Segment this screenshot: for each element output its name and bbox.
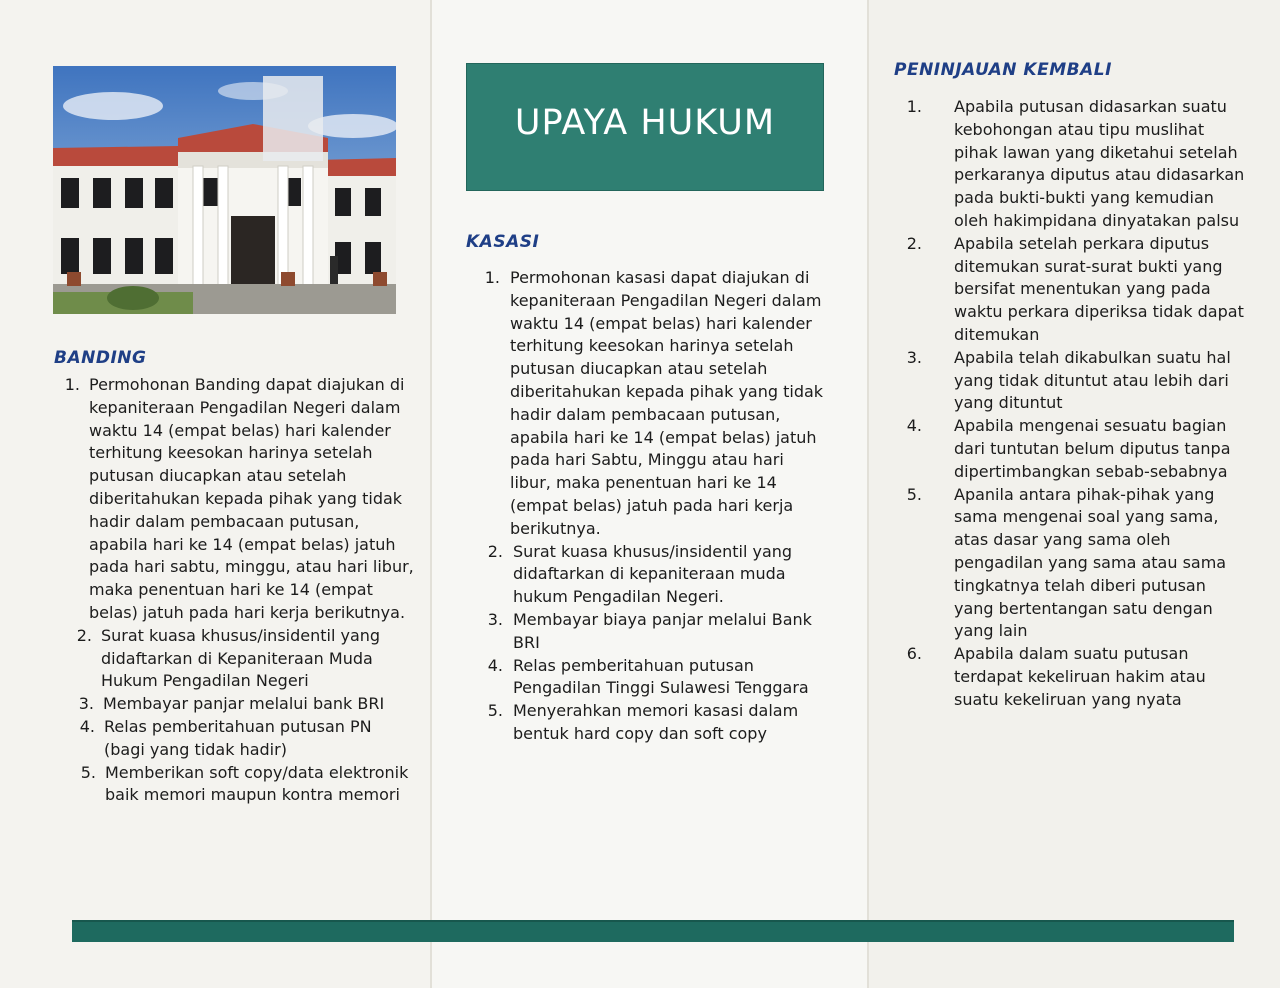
banding-heading: BANDING	[54, 348, 147, 368]
list-item: 4. Relas pemberitahuan putusan Pengadilan Tinggi Sulawesi Tenggara	[487, 655, 809, 698]
kasasi-list	[474, 267, 826, 746]
list-item: 3. Membayar panjar melalui bank BRI	[78, 694, 385, 714]
list-item: 1. Permohonan kasasi dapat diajukan di kepaniteraan Pengadilan Negeri dalam waktu 14 (empat belas) hari kalender terhitung keesokan harinya setelah putusan diucapkan atau setelah diberitahukan kepada pihak yang tidak hadir dalam pembacaan putusan, apabila hari ke 14 (empat belas) jatuh pada hari Sabtu, Minggu atau hari libur, maka penentuan hari ke 14 (empat belas) jatuh pada hari kerja berikutnya.	[484, 268, 824, 538]
list-item: 1. Permohonan Banding dapat diajukan di kepaniteraan Pengadilan Negeri dalam waktu 14 (empat belas) hari kalender terhitung keesokan harinya setelah putusan diucapkan atau setelah diberitahukan kepada pihak yang tidak hadir dalam pembacaan putusan, apabila hari ke 14 (empat belas) jatuh pada hari sabtu, minggu, atau hari libur, maka penentuan hari ke 14 (empat belas) jatuh pada hari kerja berikutnya.	[64, 375, 414, 622]
bottom-bar	[72, 920, 1234, 942]
list-item: 5. Menyerahkan memori kasasi dalam bentuk hard copy dan soft copy	[487, 701, 799, 743]
list-item: 2. Apabila setelah perkara diputus ditemukan surat-surat bukti yang bersifat menentukan yang pada waktu perkara diperiksa tidak dapat ditemukan	[906, 233, 1244, 344]
banding-list	[56, 374, 416, 807]
title-banner	[466, 63, 824, 191]
list-item: 4. Relas pemberitahuan putusan PN (bagi yang tidak hadir)	[79, 716, 372, 759]
list-item: 3. Apabila telah dikabulkan suatu hal yang tidak dituntut atau lebih dari yang dituntut	[906, 347, 1231, 413]
list-item: 6. Apabila dalam suatu putusan terdapat kekeliruan hakim atau suatu kekeliruan yang nyata	[906, 644, 1206, 709]
peninjauan-list	[896, 96, 1248, 712]
list-item: 5. Memberikan soft copy/data elektronik baik memori maupun kontra memori	[80, 762, 409, 805]
fold-line-right	[867, 0, 869, 988]
page-title: UPAYA HUKUM	[514, 103, 776, 143]
courthouse-photo	[53, 66, 396, 314]
list-item: 3. Membayar biaya panjar melalui Bank BRI	[487, 609, 812, 652]
list-item: 2. Surat kuasa khusus/insidentil yang didaftarkan di kepaniteraan muda hukum Pengadilan Negeri.	[487, 541, 793, 607]
list-item: 2. Surat kuasa khusus/insidentil yang didaftarkan di Kepaniteraan Muda Hukum Pengadilan Negeri	[76, 625, 381, 691]
peninjauan-heading: PENINJAUAN KEMBALI	[894, 60, 1112, 80]
fold-line-left	[430, 0, 432, 988]
list-item: 5. Apanila antara pihak-pihak yang sama mengenai soal yang sama, atas dasar yang sama oleh pengadilan yang sama atau sama tingkatnya telah diberi putusan yang bertentangan satu dengan yang lain	[906, 484, 1227, 641]
list-item: 1. Apabila putusan didasarkan suatu kebohongan atau tipu muslihat pihak lawan yang diketahui setelah perkaranya diputus atau didasarkan pada bukti-bukti yang kemudian oleh hakimpidana dinyatakan palsu	[906, 97, 1245, 230]
list-item: 4. Apabila mengenai sesuatu bagian dari tuntutan belum diputus tanpa dipertimbangkan sebab-sebabnya	[906, 416, 1231, 481]
kasasi-heading: KASASI	[466, 232, 540, 252]
